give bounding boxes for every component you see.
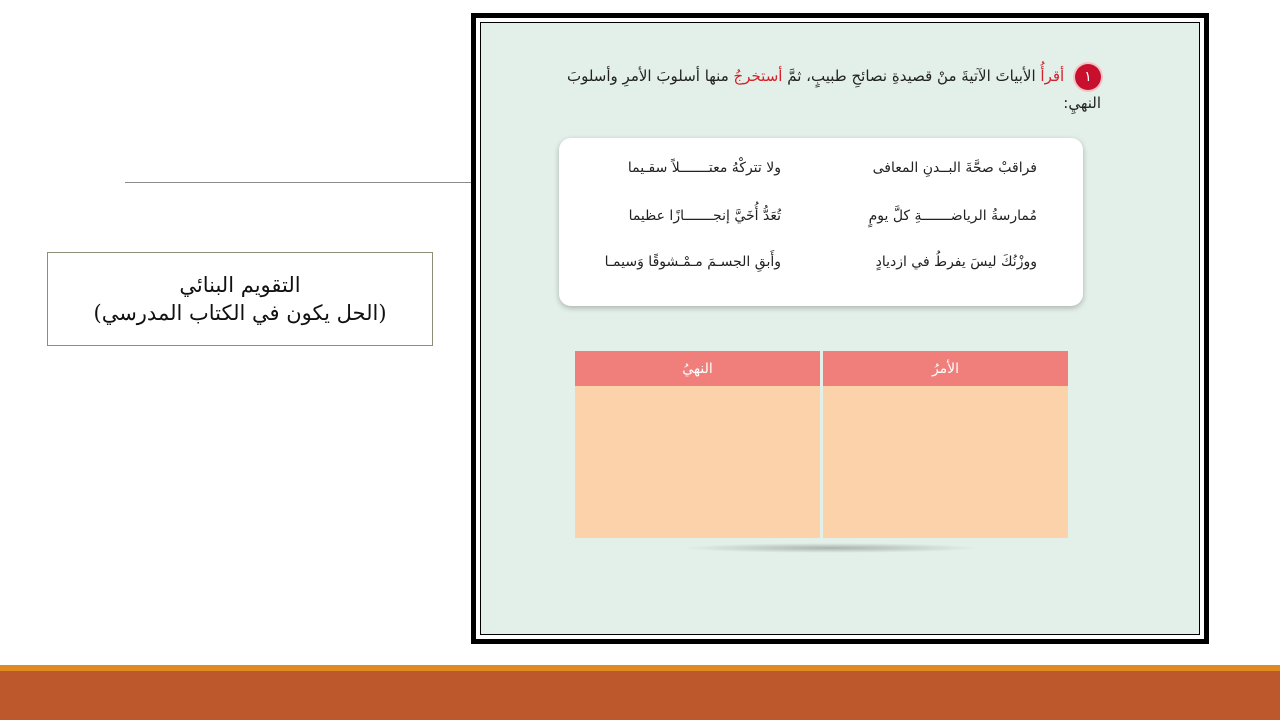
- verse-2-first-half: مُمارسةُ الرياضـــــــةِ كلَّ يومٍ: [868, 208, 1037, 224]
- verse-3-second-half: وأَبقِ الجسـمَ مـمْـشوقًا وَسيمـا: [604, 254, 781, 270]
- nahy-header: النهيُ: [575, 351, 820, 386]
- verse-3-first-half: ووزْنُكَ ليسَ يفرطُ في ازديادٍ: [875, 254, 1037, 270]
- verse-1-first-half: فراقبْ صحَّةَ البــدنِ المعافى: [872, 160, 1037, 176]
- verse-1-second-half: ولا تتركْهُ معتـــــــلاً سقـيما: [627, 160, 781, 176]
- instruction-text-1: الأبياتَ الآتيةَ منْ قصيدةِ نصائحِ طبيبٍ، ثمَّ: [787, 67, 1036, 85]
- amr-column: [823, 351, 1068, 538]
- question-number-badge: ١: [1075, 64, 1101, 90]
- connector-line: [125, 182, 477, 183]
- verb-extract: أستخرجُ: [733, 67, 783, 85]
- answer-table: [575, 351, 1068, 538]
- table-shadow: [681, 543, 981, 553]
- verse-2-second-half: تُعَدُّ أُخَيَّ إنجـــــــازًا عظيما: [628, 208, 781, 224]
- instruction-text-2: منها أسلوبَ الأمرِ وأسلوبَ النهيِ:: [566, 67, 1101, 112]
- textbook-image-frame: [471, 13, 1209, 644]
- footer-bar: [0, 671, 1280, 720]
- note-subtitle: (الحل يكون في الكتاب المدرسي): [93, 301, 387, 325]
- formative-assessment-note: [47, 252, 433, 346]
- verb-read: أقرأُ: [1040, 67, 1065, 85]
- nahy-column: [575, 351, 820, 538]
- note-title: التقويم البنائي: [179, 273, 301, 297]
- textbook-page: [480, 22, 1200, 635]
- poem-card: [559, 138, 1083, 306]
- amr-header: الأمرُ: [823, 351, 1068, 386]
- question-instruction: [541, 63, 1101, 117]
